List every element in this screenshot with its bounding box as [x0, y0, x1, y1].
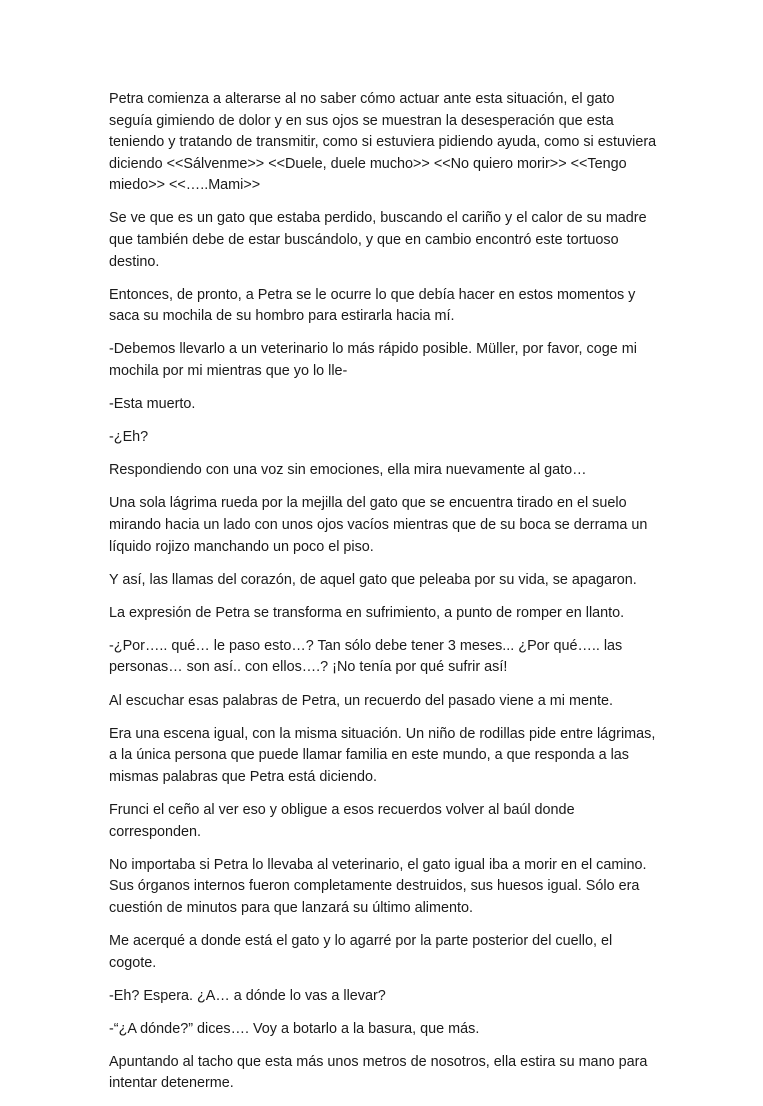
paragraph: Una sola lágrima rueda por la mejilla del gato que se encuentra tirado en el suelo mirando hacia un lado con unos ojos vacíos mientras que de su boca se derrama un líquido rojizo manchando un poco el piso.	[109, 495, 648, 555]
paragraph: Entonces, de pronto, a Petra se le ocurre lo que debía hacer en estos momentos y saca su mochila de su hombro para estirarla hacia mí.	[109, 286, 636, 325]
paragraph: -¿Eh?	[109, 429, 149, 446]
paragraph: -“¿A dónde?” dices…. Voy a botarlo a la basura, que más.	[109, 1020, 480, 1037]
paragraph: Apuntando al tacho que esta más unos metros de nosotros, ella estira su mano para intentar detenerme.	[109, 1053, 648, 1092]
paragraph: -Esta muerto.	[109, 396, 196, 413]
paragraph: Era una escena igual, con la misma situación. Un niño de rodillas pide entre lágrimas, a la única persona que puede llamar familia en este mundo, a que responda a las mismas palabras que Petra está diciendo.	[109, 725, 656, 785]
paragraph: Se ve que es un gato que estaba perdido, buscando el cariño y el calor de su madre que también debe de estar buscándolo, y que en cambio encontró este tortuoso destino.	[109, 210, 647, 270]
paragraph: La expresión de Petra se transforma en sufrimiento, a punto de romper en llanto.	[109, 604, 625, 621]
paragraph: Respondiendo con una voz sin emociones, ella mira nuevamente al gato…	[109, 462, 587, 479]
paragraph: -¿Por….. qué… le paso esto…? Tan sólo debe tener 3 meses... ¿Por qué….. las personas… son así.. con ellos….? ¡No tenía por qué sufrir así!	[109, 637, 623, 676]
paragraph: Me acerqué a donde está el gato y lo agarré por la parte posterior del cuello, el cogote.	[109, 932, 613, 971]
paragraph: -Eh? Espera. ¿A… a dónde lo vas a llevar?	[109, 987, 386, 1004]
paragraph: Y así, las llamas del corazón, de aquel gato que peleaba por su vida, se apagaron.	[109, 571, 637, 588]
paragraph: Petra comienza a alterarse al no saber cómo actuar ante esta situación, el gato seguía gimiendo de dolor y en sus ojos se muestran la desesperación que esta teniendo y tratando de transmitir, como si estuviera pidiendo ayuda, como si estuviera diciendo <<Sálvenme>> <<Duele, duele mucho>> <<No quiero morir>> <<Tengo miedo>> <<…..Mami>>	[109, 91, 657, 194]
document-body	[109, 89, 657, 1106]
paragraph: Frunci el ceño al ver eso y obligue a esos recuerdos volver al baúl donde corresponden.	[109, 801, 575, 840]
paragraph: No importaba si Petra lo llevaba al veterinario, el gato igual iba a morir en el camino. Sus órganos internos fueron completamente destruidos, sus huesos igual. Sólo era cuestión de minutos para que lanzará su último alimento.	[109, 856, 647, 916]
paragraph: Al escuchar esas palabras de Petra, un recuerdo del pasado viene a mi mente.	[109, 692, 613, 709]
paragraph: -Debemos llevarlo a un veterinario lo más rápido posible. Müller, por favor, coge mi mochila por mi mientras que yo lo lle-	[109, 341, 637, 380]
